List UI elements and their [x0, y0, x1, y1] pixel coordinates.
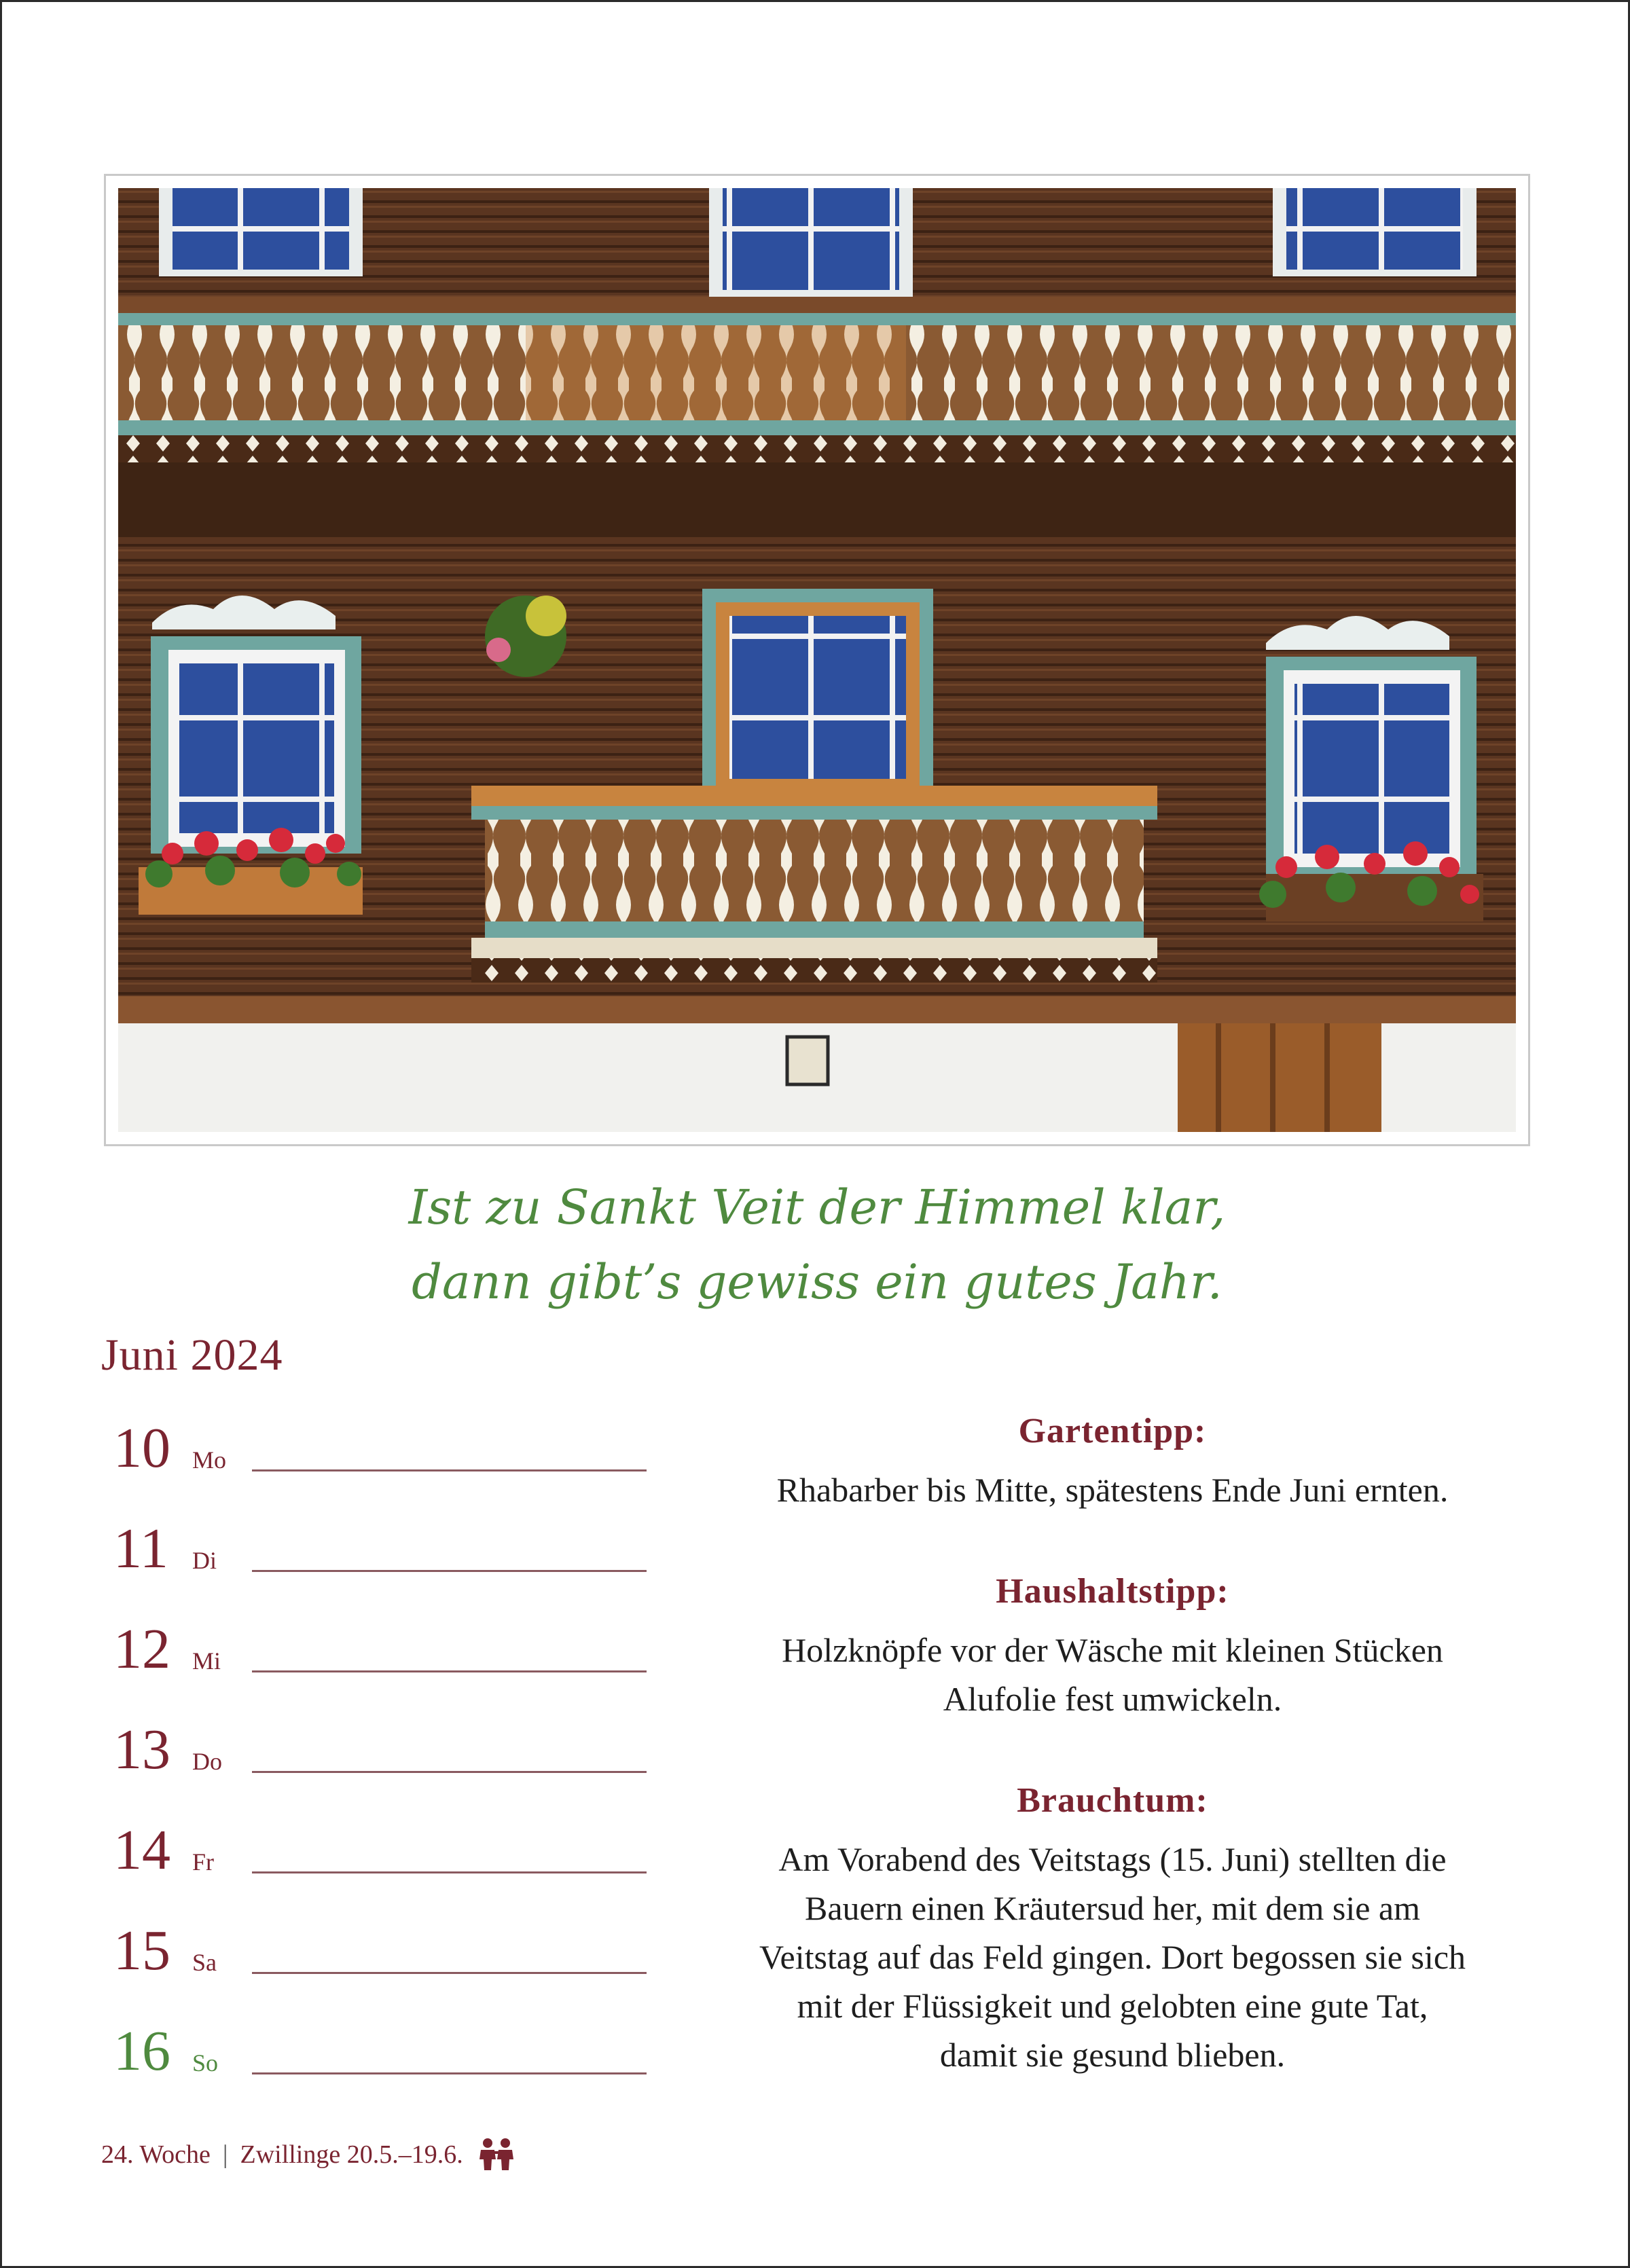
gemini-twins-icon: [475, 2138, 518, 2172]
day-row-monday[interactable]: [113, 1408, 647, 1482]
garden-tip: [702, 1397, 1523, 1514]
footer: [101, 2138, 518, 2172]
household-tip-heading: Haushaltstipp:: [996, 1572, 1229, 1611]
custom-tip-line: Veitstag auf das Feld gingen. Dort begossen sie sich: [759, 1938, 1466, 1976]
tips-panel: [702, 1397, 1523, 2123]
garden-tip-heading: Gartentipp:: [1018, 1412, 1207, 1450]
day-entry-line[interactable]: [252, 1972, 647, 1974]
day-number: 16: [113, 2019, 170, 2083]
month-title: Juni 2024: [101, 1330, 283, 1380]
day-entry-line[interactable]: [252, 2072, 647, 2074]
day-number: 13: [113, 1718, 170, 1781]
weather-saying: [2, 1170, 1630, 1319]
zodiac-range: Zwillinge 20.5.–19.6.: [240, 2140, 463, 2169]
day-abbreviation: Do: [192, 1748, 222, 1775]
household-tip-line: Alufolie fest umwickeln.: [943, 1680, 1282, 1718]
day-row-thursday[interactable]: [113, 1709, 647, 1784]
custom-tip-line: damit sie gesund blieben.: [939, 2036, 1286, 2074]
garden-tip-text: Rhabarber bis Mitte, spätestens Ende Juni ernten.: [776, 1471, 1449, 1509]
day-abbreviation: Di: [192, 1547, 217, 1574]
day-abbreviation: Sa: [192, 1949, 217, 1976]
saying-line-2: dann gibt’s gewiss ein gutes Jahr.: [412, 1254, 1222, 1310]
day-row-wednesday[interactable]: [113, 1609, 647, 1683]
footer-separator: |: [222, 2140, 228, 2169]
day-entry-line[interactable]: [252, 1871, 647, 1873]
day-number: 10: [113, 1416, 170, 1480]
custom-tip-heading: Brauchtum:: [1017, 1781, 1208, 1820]
chalet-facade-photo: [118, 188, 1516, 1132]
saying-line-1: Ist zu Sankt Veit der Himmel klar,: [408, 1179, 1226, 1235]
day-number: 14: [113, 1818, 170, 1882]
day-abbreviation: So: [192, 2049, 219, 2077]
custom-tip-line: Am Vorabend des Veitstags (15. Juni) stellten die: [778, 1840, 1447, 1878]
custom-tip: [702, 1767, 1523, 2079]
week-number: 24. Woche: [101, 2140, 211, 2169]
day-row-friday[interactable]: [113, 1810, 647, 1884]
day-entry-line[interactable]: [252, 1670, 647, 1672]
photo-frame: [104, 174, 1530, 1146]
custom-tip-line: Bauern einen Kräutersud her, mit dem sie am: [804, 1889, 1421, 1927]
day-number: 11: [113, 1517, 168, 1580]
household-tip-line: Holzknöpfe vor der Wäsche mit kleinen Stücken: [782, 1631, 1443, 1669]
day-row-sunday[interactable]: [113, 2011, 647, 2085]
day-entry-line[interactable]: [252, 1771, 647, 1773]
day-entry-line[interactable]: [252, 1469, 647, 1471]
day-abbreviation: Mo: [192, 1446, 227, 1474]
day-number: 12: [113, 1617, 170, 1681]
day-row-saturday[interactable]: [113, 1910, 647, 1985]
day-row-tuesday[interactable]: [113, 1508, 647, 1583]
day-number: 15: [113, 1919, 170, 1982]
household-tip: [702, 1558, 1523, 1723]
custom-tip-line: mit der Flüssigkeit und gelobten eine gute Tat,: [797, 1987, 1428, 2025]
day-abbreviation: Mi: [192, 1647, 221, 1675]
day-entry-line[interactable]: [252, 1570, 647, 1572]
day-abbreviation: Fr: [192, 1848, 215, 1876]
